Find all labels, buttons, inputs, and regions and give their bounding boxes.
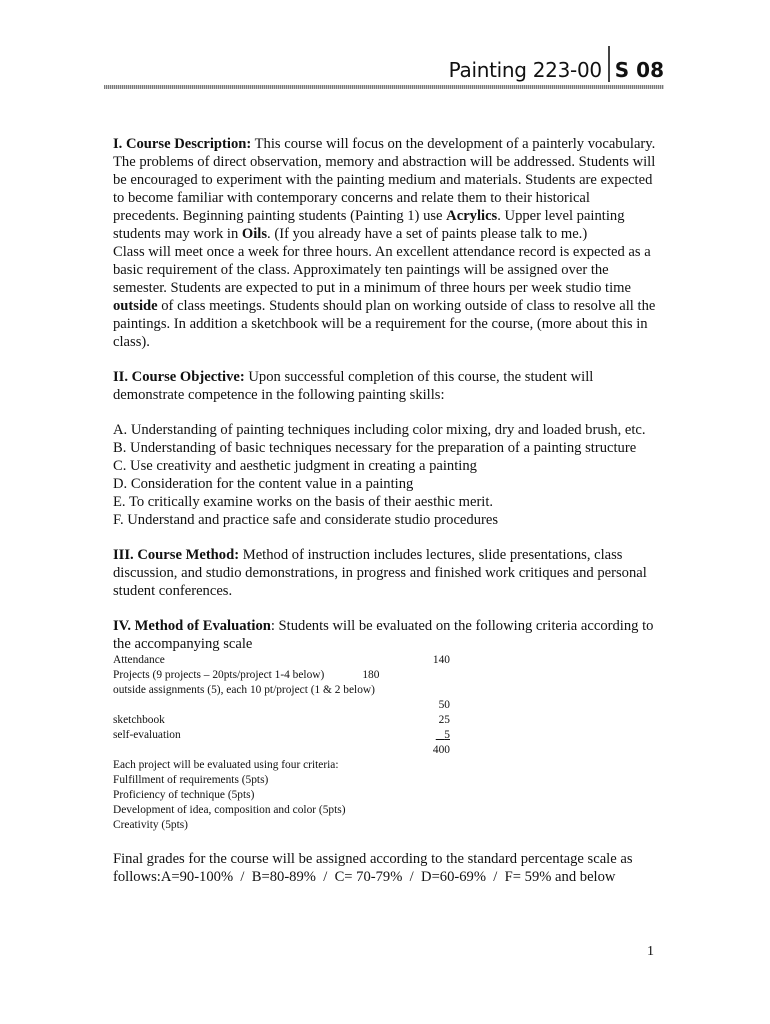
objective-item: F. Understand and practice safe and considerate studio procedures: [113, 512, 499, 528]
total-points: 400: [432, 744, 450, 756]
criteria-intro: Each project will be evaluated using four criteria:: [113, 759, 339, 771]
criteria-item: Development of idea, composition and color (5pts): [113, 804, 346, 816]
table-row: sketchbook 25: [113, 714, 450, 726]
objective-item: D. Consideration for the content value in a painting: [113, 476, 414, 492]
table-row: Attendance 140: [113, 654, 450, 666]
grading-scale-table: [113, 653, 450, 758]
objective-item: E. To critically examine works on the basis of their aesthic merit.: [113, 494, 494, 510]
page-number: 1: [647, 944, 654, 959]
course-objective: II. Course Objective: Upon successful completion of this course, the student will demonstrate competence in the following painting skills:: [113, 369, 594, 403]
method-of-evaluation: IV. Method of Evaluation: Students will be evaluated on the following criteria according to the accompanying scale: [113, 618, 654, 652]
criteria-item: Proficiency of technique (5pts): [113, 789, 255, 801]
final-grades: Final grades for the course will be assigned according to the standard percentage scale as follows:A=90-100% / B=80-89% / C= 70-79% / D=60-69% / F= 59% and below: [113, 851, 637, 885]
term-label: S 08: [614, 58, 664, 82]
objective-item: C. Use creativity and aesthetic judgment in creating a painting: [113, 458, 477, 474]
objective-item: B. Understanding of basic techniques necessary for the preparation of a painting structure: [113, 440, 637, 456]
page-header: [104, 46, 664, 86]
objective-item: A. Understanding of painting techniques including color mixing, dry and loaded brush, etc.: [113, 422, 646, 438]
table-row: [113, 743, 450, 758]
table-row: Projects (9 projects – 20pts/project 1-4 below) 180: [113, 669, 380, 681]
course-description: I. Course Description: This course will focus on the development of a painterly vocabulary. The problems of direct observation, memory and abstraction will be addressed. Students will be encouraged to experiment with the painting medium and materials. Students are expected to become familiar with contemporary concerns and relate them to their historical precedents. Beginning painting students (Painting 1) use Acrylics. Upper level painting students may work in Oils. (If you already have a set of paints please talk to me.): [113, 136, 656, 242]
header-rule: [104, 85, 664, 89]
class-meeting-paragraph: Class will meet once a week for three hours. An excellent attendance record is expected as a basic requirement of the class. Approximately ten paintings will be assigned over the semester. Students are expected to put in a minimum of three hours per week studio time outside of class meetings. Students should plan on working outside of class to resolve all the paintings. In addition a sketchbook will be a requirement for the course, (more about this in class).: [113, 244, 656, 350]
course-description-heading: I. Course Description:: [113, 136, 252, 152]
criteria-item: Fulfillment of requirements (5pts): [113, 774, 269, 786]
evaluation-heading: IV. Method of Evaluation: [113, 618, 271, 634]
course-method: III. Course Method: Method of instruction includes lectures, slide presentations, class discussion, and studio demonstrations, in progress and finished work critiques and personal student conferences.: [113, 547, 647, 599]
document-body: [113, 135, 658, 886]
header-divider: [608, 46, 610, 82]
table-row: self-evaluation 5: [113, 729, 450, 741]
course-title: Painting 223-00: [448, 58, 602, 82]
course-objective-heading: II. Course Objective:: [113, 369, 245, 385]
table-row: outside assignments (5), each 10 pt/project (1 & 2 below): [113, 684, 375, 696]
course-method-heading: III. Course Method:: [113, 547, 240, 563]
criteria-item: Creativity (5pts): [113, 819, 188, 831]
table-row: 50: [438, 699, 450, 711]
